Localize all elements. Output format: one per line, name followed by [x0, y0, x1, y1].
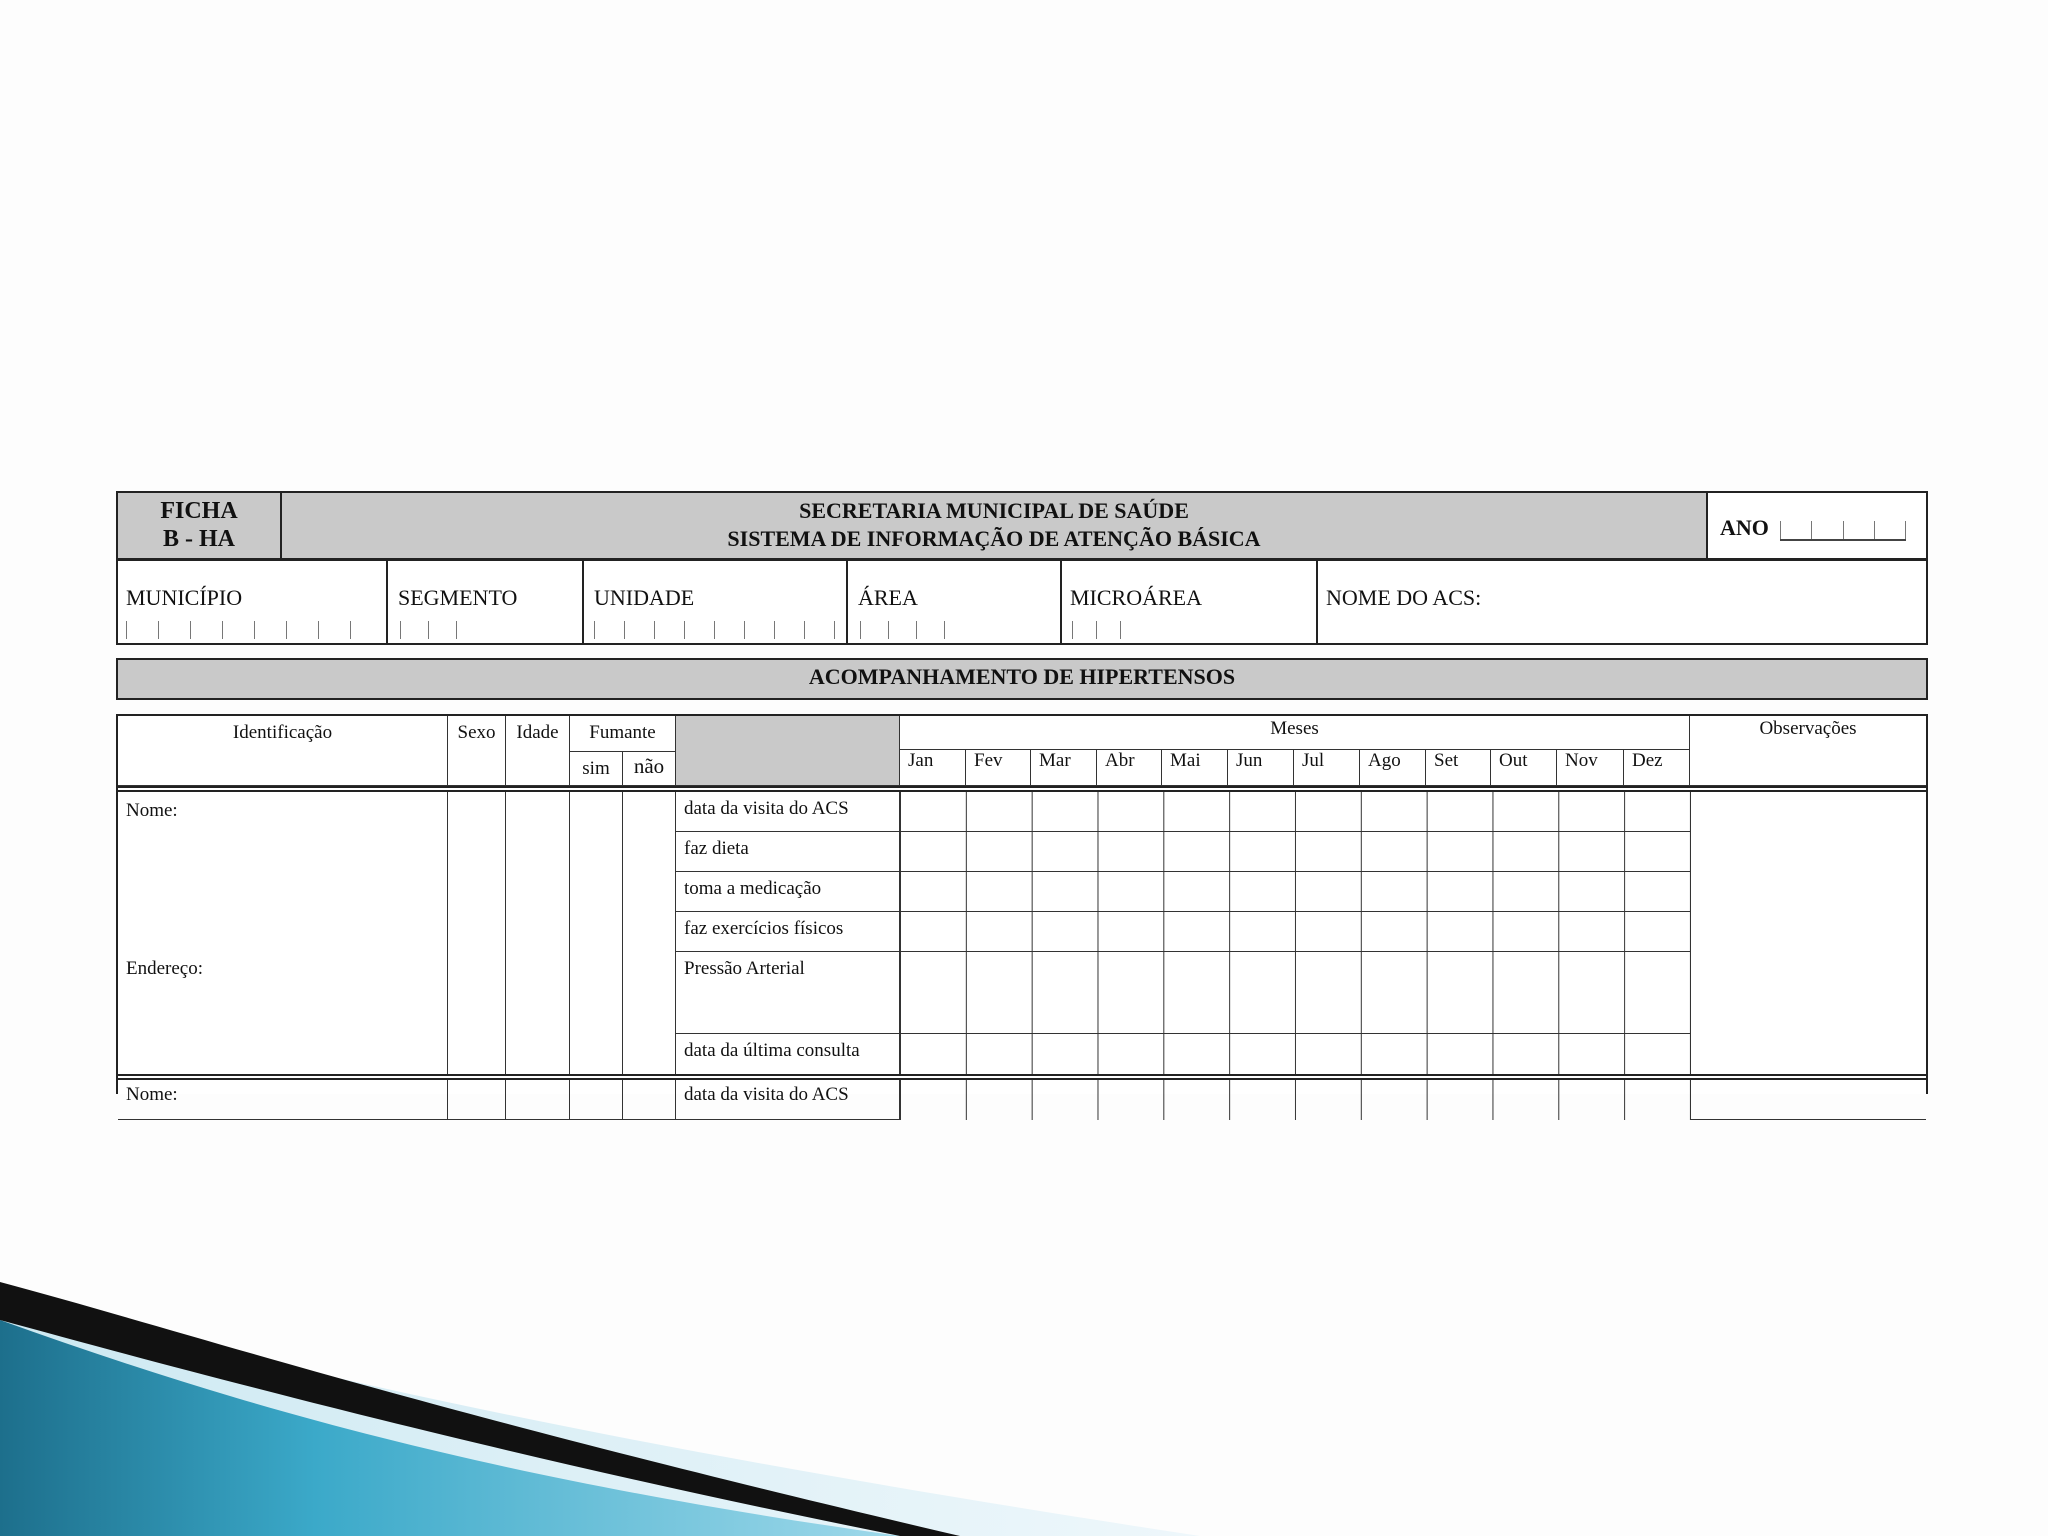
- decorative-swoosh: [0, 1260, 2048, 1536]
- month-header-row: [900, 750, 1690, 786]
- ficha-code: B - HA: [163, 526, 235, 552]
- item-exercicios: faz exercícios físicos: [676, 912, 900, 952]
- area-label: ÁREA: [858, 585, 918, 610]
- item-ultima-consulta: data da última consulta: [676, 1034, 900, 1076]
- sexo-cell[interactable]: [448, 792, 506, 1076]
- identificacao-header: Identificação: [118, 716, 448, 786]
- month-jan: Jan: [900, 750, 966, 786]
- unidade-field[interactable]: [584, 561, 848, 643]
- idade-cell[interactable]: [506, 792, 570, 1076]
- section-title: [116, 658, 1928, 700]
- month-nov: Nov: [1557, 750, 1624, 786]
- month-set: Set: [1426, 750, 1491, 786]
- identificacao-cell[interactable]: [118, 792, 448, 1076]
- fumante-header: Fumante: [570, 716, 676, 752]
- municipio-field[interactable]: [118, 561, 388, 643]
- identificacao-cell-2[interactable]: [118, 1080, 448, 1120]
- observacoes-header: Observações: [1690, 716, 1926, 786]
- tracking-table: [116, 714, 1928, 1105]
- observacoes-cell[interactable]: [1690, 792, 1926, 1076]
- nome-label-2: Nome:: [126, 1084, 178, 1105]
- area-field[interactable]: [848, 561, 1062, 643]
- month-jun: Jun: [1228, 750, 1294, 786]
- item-pressao-arterial: Pressão Arterial: [676, 952, 900, 1034]
- fumante-sim-header: sim: [570, 752, 623, 786]
- month-fev: Fev: [966, 750, 1031, 786]
- fields-row: [116, 559, 1928, 645]
- fumante-nao-header: não: [623, 752, 676, 786]
- ano-label: ANO: [1720, 515, 1769, 540]
- microarea-field[interactable]: [1062, 561, 1318, 643]
- unidade-label: UNIDADE: [594, 585, 695, 610]
- month-mar: Mar: [1031, 750, 1097, 786]
- fumante-sim-cell[interactable]: [570, 792, 623, 1076]
- record-2: [118, 1080, 1926, 1120]
- segmento-label: SEGMENTO: [398, 585, 518, 610]
- item-medicacao: toma a medicação: [676, 872, 900, 912]
- fumante-nao-cell[interactable]: [623, 792, 676, 1076]
- section-title-text: ACOMPANHAMENTO DE HIPERTENSOS: [808, 664, 1236, 689]
- month-jul: Jul: [1294, 750, 1360, 786]
- month-mai: Mai: [1162, 750, 1228, 786]
- month-ago: Ago: [1360, 750, 1426, 786]
- microarea-label: MICROÁREA: [1070, 585, 1203, 610]
- municipio-label: MUNICÍPIO: [126, 585, 243, 610]
- nome-acs-field[interactable]: [1318, 561, 1926, 643]
- ficha-box: [118, 493, 282, 558]
- ano-box: [1714, 493, 1924, 558]
- nome-label: Nome:: [126, 800, 178, 821]
- form-header: [116, 491, 1928, 560]
- item-visita-acs: data da visita do ACS: [676, 792, 900, 832]
- header-line-1: SECRETARIA MUNICIPAL DE SAÚDE: [799, 498, 1189, 523]
- month-dez: Dez: [1624, 750, 1690, 786]
- month-out: Out: [1491, 750, 1557, 786]
- idade-header: Idade: [506, 716, 570, 786]
- item-faz-dieta: faz dieta: [676, 832, 900, 872]
- segmento-field[interactable]: [388, 561, 584, 643]
- item-visita-acs-2: data da visita do ACS: [676, 1080, 900, 1120]
- month-abr: Abr: [1097, 750, 1162, 786]
- header-line-2: SISTEMA DE INFORMAÇÃO DE ATENÇÃO BÁSICA: [727, 526, 1261, 551]
- endereco-label: Endereço:: [126, 958, 204, 979]
- items-header: [676, 716, 900, 786]
- nome-acs-label: NOME DO ACS:: [1326, 585, 1482, 610]
- sexo-header: Sexo: [448, 716, 506, 786]
- meses-header: Meses: [900, 716, 1690, 750]
- ano-input[interactable]: [1780, 517, 1906, 541]
- month-grid[interactable]: [900, 792, 1690, 1076]
- record-1: [118, 792, 1926, 1076]
- header-title-box: [282, 493, 1708, 558]
- ficha-label: FICHA: [160, 498, 238, 524]
